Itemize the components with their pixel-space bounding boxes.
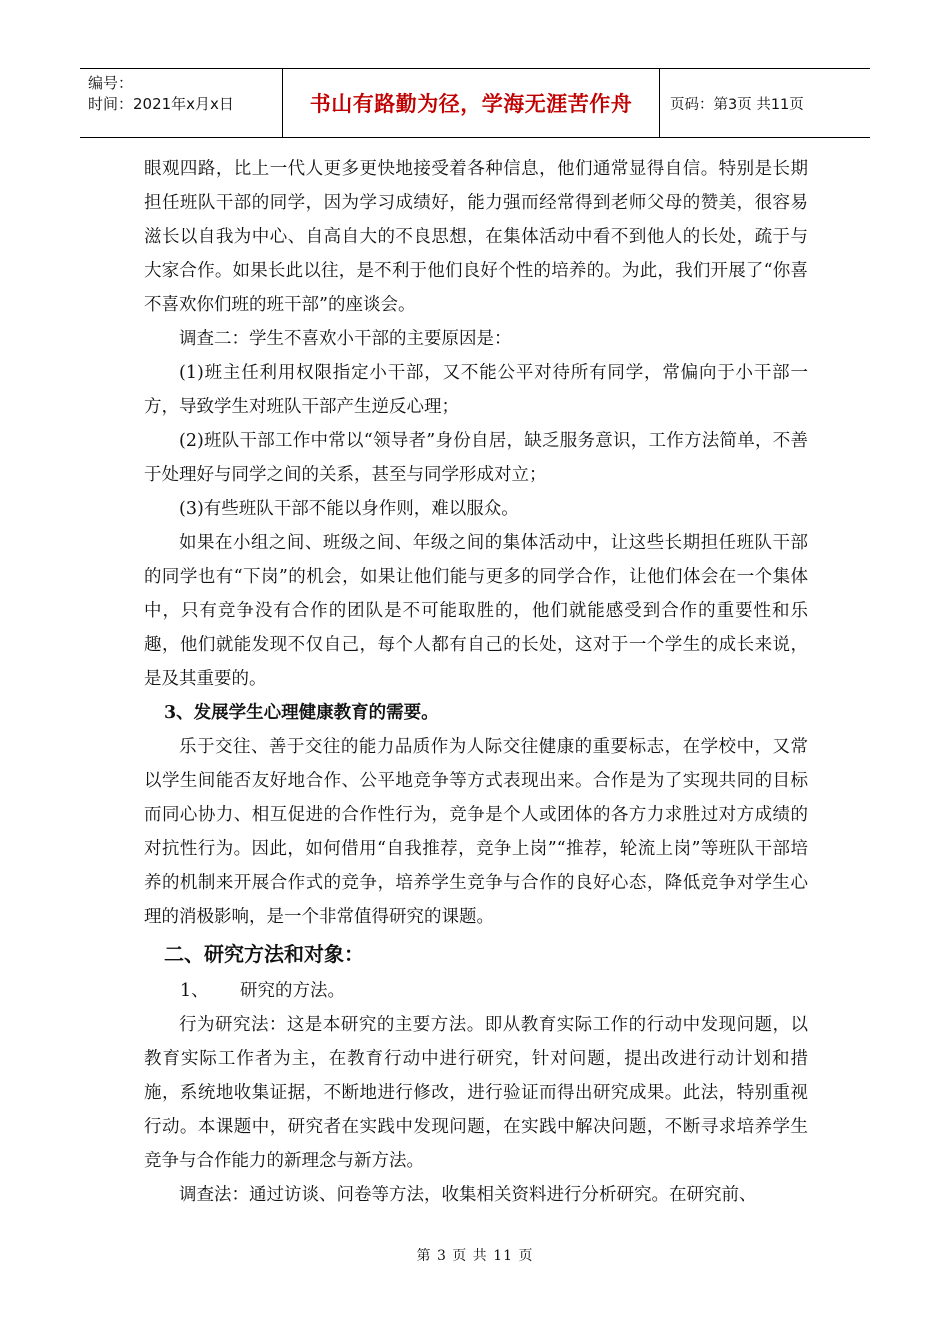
paragraph: 行为研究法：这是本研究的主要方法。即从教育实际工作的行动中发现问题，以教育实际工作者为主，在教育行动中进行研究，针对问题，提出改进行动计划和措施，系统地收集证据，不断地进行修改，进行验证而得出研究成果。此法，特别重视行动。本课题中，研究者在实践中发现问题，在实践中解决问题，不断寻求培养学生竞争与合作能力的新理念与新方法。 [144,1015,808,1171]
paragraph: 调查法：通过访谈、问卷等方法，收集相关资料进行分析研究。在研究前、 [179,1185,757,1205]
paragraph: 眼观四路，比上一代人更多更快地接受着各种信息，他们通常显得自信。特别是长期担任班队干部的同学，因为学习成绩好，能力强而经常得到老师父母的赞美，很容易滋长以自我为中心、自高自大的不良思想，在集体活动中看不到他人的长处，疏于与大家合作。如果长此以往，是不利于他们良好个性的培养的。为此，我们开展了“你喜不喜欢你们班的班干部”的座谈会。 [144,159,808,315]
header-page-info: 页码：第3页 共11页 [670,96,804,113]
item-text: 研究的方法。 [240,981,345,1001]
page-footer: 第 3 页 共 11 页 [416,1248,534,1264]
header-motto: 书山有路勤为径，学海无涯苦作舟 [282,69,660,137]
header-meta [80,69,282,137]
list-item: (3)有些班队干部不能以身作则，难以服众。 [179,499,519,519]
section-heading: 二、研究方法和对象： [164,942,364,966]
document-date: 时间：2021年x月x日 [88,95,234,113]
list-item: (2)班队干部工作中常以“领导者”身份自居，缺乏服务意识，工作方法简单，不善于处理好与同学之间的关系，甚至与同学形成对立； [144,431,808,485]
sub-heading: 3、发展学生心理健康教育的需要。 [164,703,439,723]
document-number: 编号： [88,74,134,92]
page-header [80,68,870,138]
paragraph: 如果在小组之间、班级之间、年级之间的集体活动中，让这些长期担任班队干部的同学也有“下岗”的机会，如果让他们能与更多的同学合作，让他们体会在一个集体中，只有竞争没有合作的团队是不可能取胜的，他们就能感受到合作的重要性和乐趣，他们就能发现不仅自己，每个人都有自己的长处，这对于一个学生的成长来说，是及其重要的。 [144,533,808,689]
item-number: 1、 [180,981,209,1001]
paragraph: 调查二：学生不喜欢小干部的主要原因是： [179,329,512,349]
paragraph: 乐于交往、善于交往的能力品质作为人际交往健康的重要标志，在学校中，又常以学生间能否友好地合作、公平地竞争等方式表现出来。合作是为了实现共同的目标而同心协力、相互促进的合作性行为，竞争是个人或团体的各方力求胜过对方成绩的对抗性行为。因此，如何借用“自我推荐，竞争上岗”“推荐，轮流上岗”等班队干部培养的机制来开展合作式的竞争，培养学生竞争与合作的良好心态，降低竞争对学生心理的消极影响，是一个非常值得研究的课题。 [144,737,808,927]
numbered-item [144,974,808,1008]
list-item: (1)班主任利用权限指定小干部，又不能公平对待所有同学，常偏向于小干部一方，导致学生对班队干部产生逆反心理； [144,363,808,417]
document-body [144,152,808,1212]
